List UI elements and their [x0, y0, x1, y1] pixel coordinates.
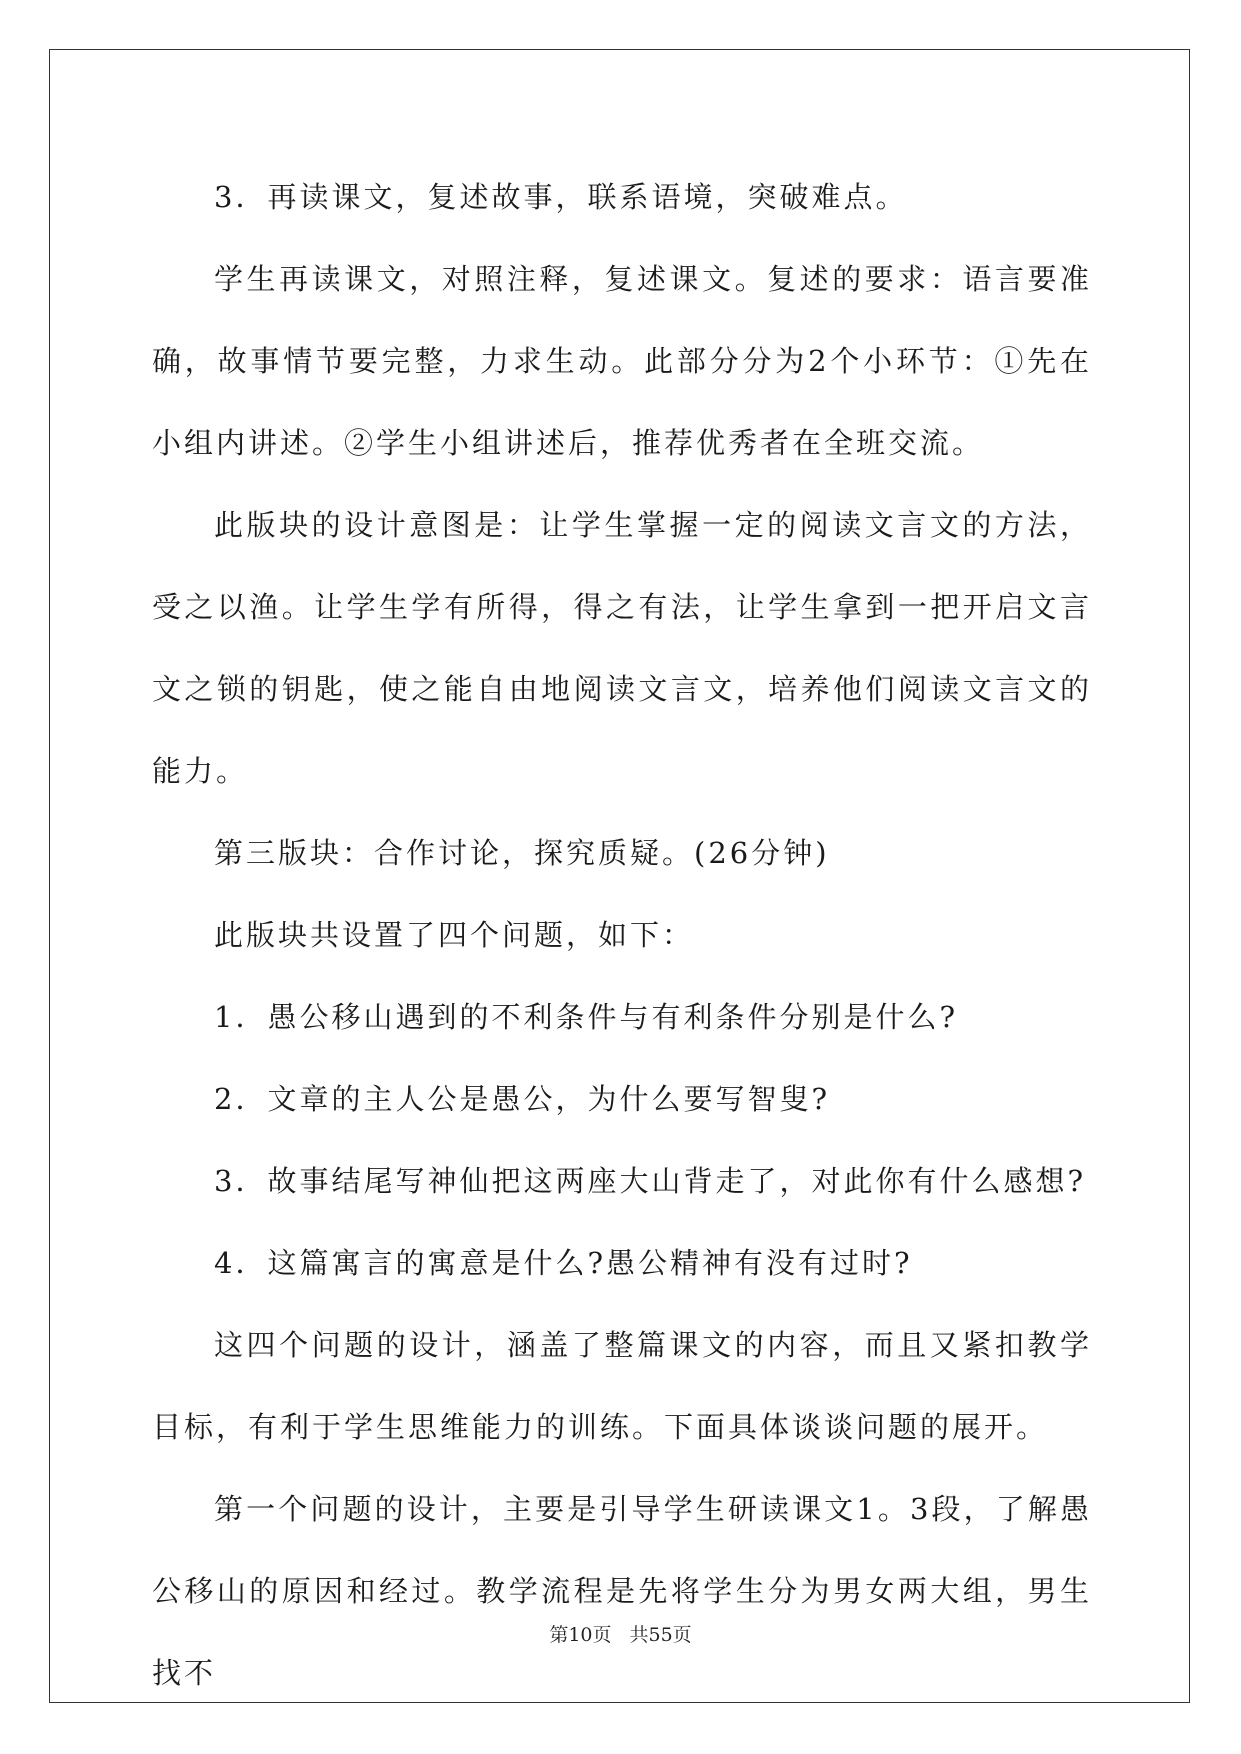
question-3: 3．故事结尾写神仙把这两座大山背走了，对此你有什么感想? [214, 1164, 1086, 1198]
page-footer [0, 1620, 1241, 1647]
question-1: 1．愚公移山遇到的不利条件与有利条件分别是什么? [214, 1000, 958, 1034]
paragraph-10: 这四个问题的设计，涵盖了整篇课文的内容，而且又紧扣教学目标，有利于学生思维能力的训练。下面具体谈谈问题的展开。 [152, 1328, 1092, 1444]
total-pages-label: 共55页 [629, 1624, 692, 1646]
current-page-label: 第10页 [549, 1624, 612, 1646]
paragraph-5: 此版块共设置了四个问题，如下： [214, 918, 695, 952]
document-body [152, 160, 1092, 1714]
question-4: 4．这篇寓言的寓意是什么?愚公精神有没有过时? [214, 1246, 913, 1280]
paragraph-2: 学生再读课文，对照注释，复述课文。复述的要求：语言要准确，故事情节要完整，力求生动。此部分分为2个小环节：①先在小组内讲述。②学生小组讲述后，推荐优秀者在全班交流。 [152, 262, 1092, 460]
paragraph-11: 第一个问题的设计，主要是引导学生研读课文1。3段，了解愚公移山的原因和经过。教学流程是先将学生分为男女两大组，男生找不 [152, 1492, 1092, 1690]
question-2: 2．文章的主人公是愚公，为什么要写智叟? [214, 1082, 830, 1116]
paragraph-4: 第三版块：合作讨论，探究质疑。(26分钟) [214, 836, 830, 870]
paragraph-1: 3．再读课文，复述故事，联系语境，突破难点。 [214, 180, 908, 214]
paragraph-3: 此版块的设计意图是：让学生掌握一定的阅读文言文的方法，受之以渔。让学生学有所得，得之有法，让学生拿到一把开启文言文之锁的钥匙，使之能自由地阅读文言文，培养他们阅读文言文的能力。 [152, 508, 1092, 788]
